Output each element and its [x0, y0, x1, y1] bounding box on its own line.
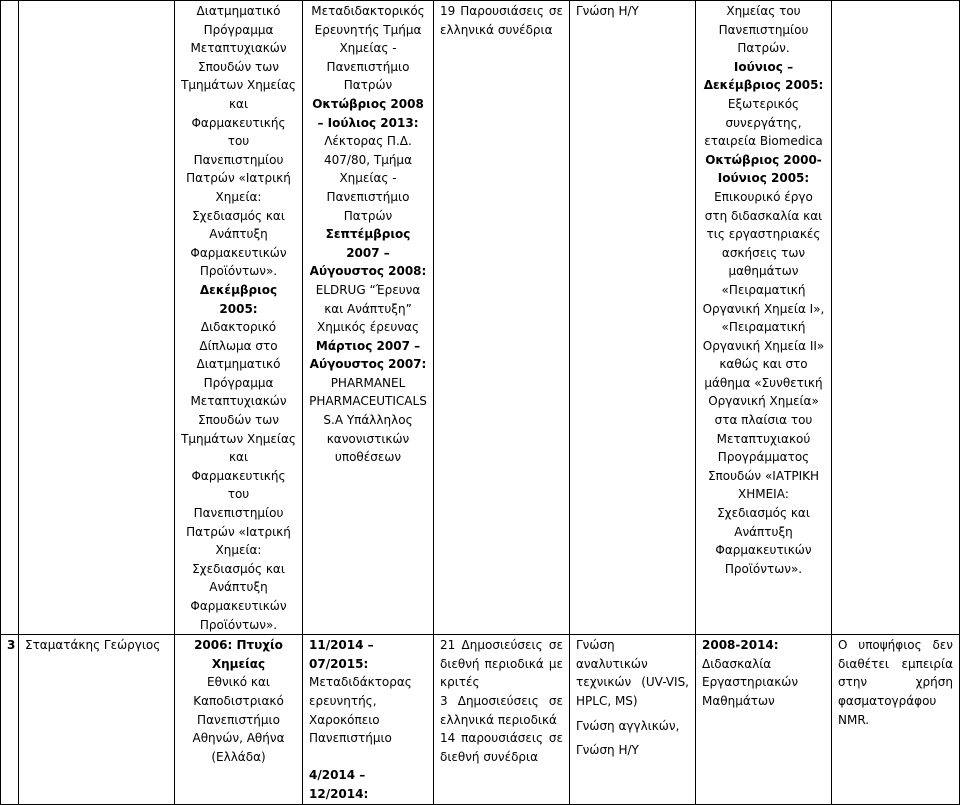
experience-date: Μάρτιος 2007 – Αύγουστος 2007:: [309, 338, 427, 372]
teaching-cell: [696, 1, 832, 635]
skills-text: Γνώση Η/Υ: [576, 4, 639, 18]
teaching-date: Ιούνιος – Δεκέμβριος 2005:: [703, 59, 824, 93]
teaching-text: Χημείας του Πανεπιστημίου Πατρών.: [718, 4, 809, 56]
experience-cell: [303, 635, 434, 804]
skills-text: Γνώση αγγλικών,: [576, 718, 680, 733]
education-text: Διατμηματικό Πρόγραμμα Μεταπτυχιακών Σπουδών των Τμημάτων Χημείας και Φαρμακευτικής του Πανεπιστημίου Πατρών «Ιατρική Χημεία: Σχεδιασμός και Ανάπτυξη Φαρμακευτικών Προϊόντων».: [181, 4, 296, 279]
teaching-text: Επικουρικό έργο στη διδασκαλία και τις εργαστηριακές ασκήσεις των μαθημάτων «Πειραματική Οργανική Χημεία Ι», «Πειραματική Οργανική Χημεία ΙΙ» καθώς και στο μάθημα «Συνθετική Οργανική Χημεία» στα πλαίσια του Μεταπτυχιακού Προγράμματος Σπουδών «ΙΑΤΡΙΚΗ ΧΗΜΕΙΑ: Σχεδιασμός και Ανάπτυξη Φαρμακευτικών Προϊόντων».: [702, 189, 825, 576]
nmr-experience-cell: [832, 1, 960, 635]
experience-date: Σεπτέμβριος 2007 – Αύγουστος 2008:: [309, 227, 427, 279]
experience-text: Μεταδιδακτορικός Ερευνητής Τμήμα Χημείας - Πανεπιστήμιο Πατρών: [311, 4, 425, 93]
skills-cell: [570, 635, 696, 804]
experience-text: ELDRUG “Έρευνα και Ανάπτυξη” Χημικός έρευνας: [315, 282, 421, 335]
spacer: [309, 748, 427, 767]
experience-text: Λέκτορας Π.Δ. 407/80, Τμήμα Χημείας - Πανεπιστήμιο Πατρών: [324, 134, 412, 223]
teaching-text: Διδασκαλία Εργαστηριακών Μαθημάτων: [702, 656, 799, 708]
experience-date: Οκτώβριος 2008 – Ιούλιος 2013:: [312, 96, 424, 130]
education-cell: [175, 635, 303, 804]
publications-text: 14 παρουσιάσεις σε διεθνή συνέδρια: [440, 731, 563, 764]
nmr-experience-cell: Ο υποψήφιος δεν διαθέτει εμπειρία στην χρήση φασματογράφου NMR.: [832, 635, 960, 804]
experience-date: 4/2014 – 12/2014:: [309, 768, 369, 801]
education-text: Διδακτορικό Δίπλωμα στο Διατμηματικό Πρόγραμμα Μεταπτυχιακών Σπουδών των Τμημάτων Χημείας και Φαρμακευτικής του Πανεπιστημίου Πατρών «Ιατρική Χημεία: Σχεδιασμός και Ανάπτυξη Φαρμακευτικών Προϊόντων».: [181, 320, 296, 632]
publications-cell: [434, 635, 570, 804]
experience-text: Μεταδιδάκτορας ερευνητής, Χαροκόπειο Πανεπιστήμιο: [309, 675, 412, 746]
table-row: [1, 1, 960, 635]
experience-cell: [303, 1, 434, 635]
experience-date: 11/2014 – 07/2015:: [309, 638, 374, 671]
table-row: [1, 635, 960, 804]
row-number-cell: 3: [1, 635, 19, 804]
education-date: Δεκέμβριος 2005:: [199, 282, 278, 316]
name-cell: Σταματάκης Γεώργιος: [19, 635, 175, 804]
skills-text: Γνώση Η/Υ: [576, 743, 639, 758]
education-text: Εθνικό και Καποδιστριακό Πανεπιστήμιο Αθηνών, Αθήνα (Ελλάδα): [192, 675, 285, 764]
row-number-cell: [1, 1, 19, 635]
teaching-text: Εξωτερικός συνεργάτης, εταιρεία Biomedica: [704, 96, 823, 149]
skills-cell: [570, 1, 696, 635]
name-cell: [19, 1, 175, 635]
publications-cell: [434, 1, 570, 635]
education-cell: [175, 1, 303, 635]
skills-text: Γνώση αναλυτικών τεχνικών (UV-VIS, HPLC, MS): [576, 638, 689, 708]
teaching-cell: [696, 635, 832, 804]
experience-text: PHARMANEL PHARMACEUTICALS S.A Υπάλληλος κανονιστικών υποθέσεων: [309, 375, 427, 465]
education-date: 2006: Πτυχίο Χημείας: [194, 638, 283, 671]
publications-text: 21 Δημοσιεύσεις σε διεθνή περιοδικά με κριτές: [440, 638, 563, 690]
publications-text: 3 Δημοσιεύσεις σε ελληνικά περιοδικά: [440, 693, 563, 727]
publications-text: 19 Παρουσιάσεις σε ελληνικά συνέδρια: [440, 4, 563, 37]
teaching-date: 2008-2014:: [702, 638, 779, 653]
teaching-date: Οκτώβριος 2000- Ιούνιος 2005:: [705, 152, 822, 186]
